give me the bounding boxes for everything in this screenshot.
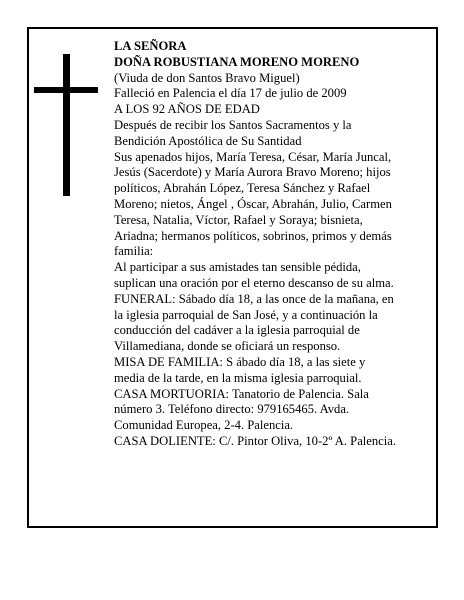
family-list: Sus apenados hijos, María Teresa, César, María Juncal, Jesús (Sacerdote) y María Aurora Bravo Moreno; hijos políticos, Abrahán López, Teresa Sánchez y Rafael Moreno; nietos, Ángel , Óscar, Abrahán, Julio, Carmen Teresa, Natalia, Víctor, Rafael y Soraya; bisnieta, Ariadna; hermanos políticos, sobrinos, primos y demás familia: (114, 149, 392, 259)
family-mass-details: MISA DE FAMILIA: S ábado día 18, a las siete y media de la tarde, en la misma iglesia parroquial. (114, 354, 366, 385)
age-at-death: A LOS 92 AÑOS DE EDAD (114, 102, 260, 117)
widow-of: (Viuda de don Santos Bravo Miguel) (114, 70, 300, 85)
death-notice: Falleció en Palencia el día 17 de julio de 2009 (114, 86, 347, 101)
cross-icon (63, 54, 70, 196)
funeral-home-details: CASA MORTUORIA: Tanatorio de Palencia. Sala número 3. Teléfono directo: 979165465. Avda. Comunidad Europea, 2-4. Palencia. (114, 386, 369, 433)
mourning-house-details: CASA DOLIENTE: C/. Pintor Oliva, 10-2º A. Palencia. (114, 433, 396, 448)
funeral-details: FUNERAL: Sábado día 18, a las once de la mañana, en la iglesia parroquial de San José, y a continuación la conducción del cadáver a la iglesia parroquial de Villamediana, donde se oficiará un responso. (114, 291, 394, 354)
obituary-text (114, 39, 426, 450)
prayer-request: Al participar a sus amistades tan sensible pédida, suplican una oración por el eterno descanso de su alma. (114, 260, 394, 290)
notice-heading: LA SEÑORA (114, 39, 187, 53)
sacraments-text: Después de recibir los Santos Sacramentos y la Bendición Apostólica de Su Santidad (114, 117, 352, 148)
cross-icon-crossbar (34, 87, 98, 93)
deceased-name: DOÑA ROBUSTIANA MORENO MORENO (114, 54, 360, 69)
